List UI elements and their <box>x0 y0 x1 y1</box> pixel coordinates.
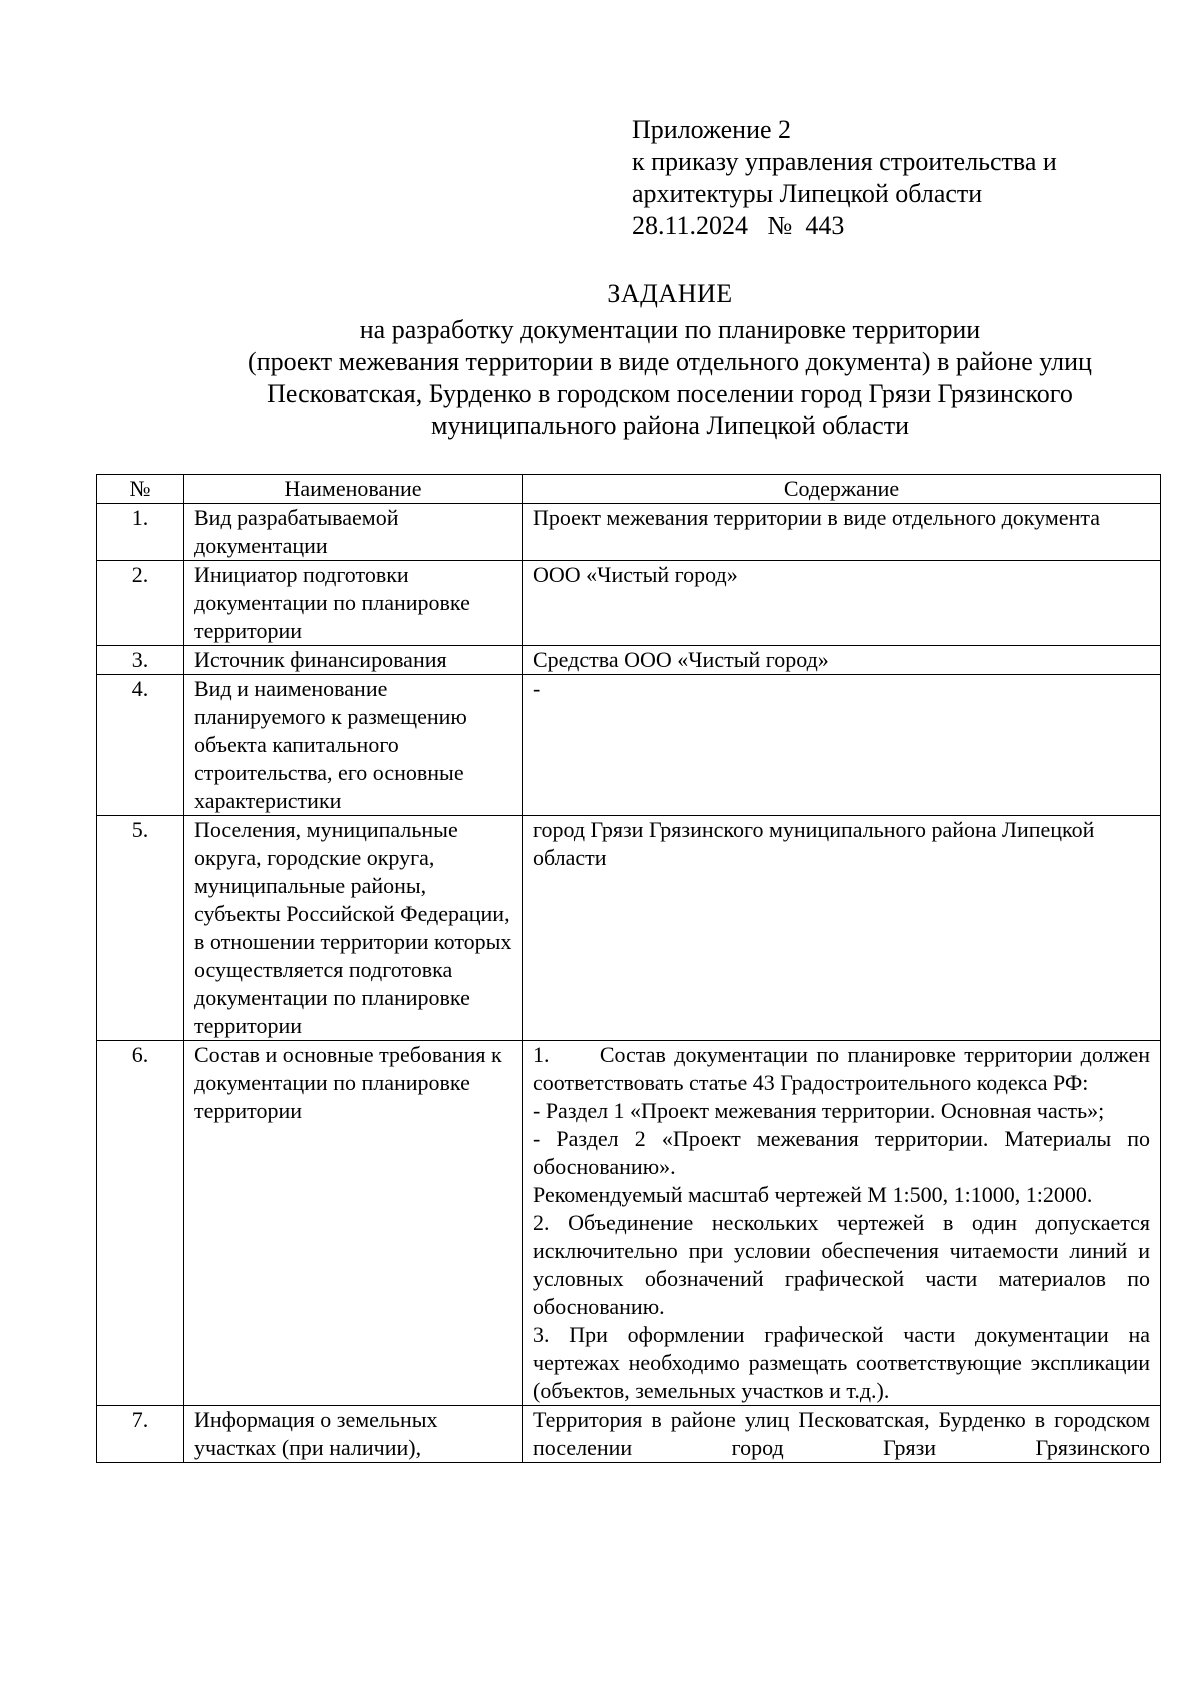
header-content: Содержание <box>523 475 1161 504</box>
appendix-line: архитектуры Липецкой области <box>632 179 983 208</box>
title-heading: ЗАДАНИЕ <box>607 279 733 308</box>
title-line: на разработку документации по планировке территории <box>359 315 981 344</box>
row-num: 7. <box>97 1406 184 1463</box>
content-paragraph: Рекомендуемый масштаб чертежей М 1:500, 1:1000, 1:2000. <box>533 1182 1093 1207</box>
title-line: Песковатская, Бурденко в городском поселении город Грязи Грязинского <box>267 379 1073 408</box>
row-num: 6. <box>97 1041 184 1406</box>
content-paragraph: Территория в районе улиц Песковатская, Бурденко в городском поселении город Грязи Грязинского <box>533 1407 1150 1460</box>
row-name: Инициатор подготовки документации по планировке территории <box>184 561 523 646</box>
document-title <box>140 278 1200 442</box>
table-row <box>97 1041 1161 1406</box>
content-paragraph: 2. Объединение нескольких чертежей в один допускается исключительно при условии обеспечения читаемости линий и условных обозначений графической части материалов по обоснованию. <box>533 1210 1150 1319</box>
title-line: (проект межевания территории в виде отдельного документа) в районе улиц <box>248 347 1092 376</box>
row-num: 4. <box>97 675 184 816</box>
table-row <box>97 504 1161 561</box>
row-name: Информация о земельных участках (при наличии), <box>184 1406 523 1463</box>
content-paragraph: Средства ООО «Чистый город» <box>533 647 829 672</box>
table-row <box>97 646 1161 675</box>
table-row <box>97 675 1161 816</box>
table-row <box>97 1406 1161 1463</box>
row-content <box>523 1406 1161 1463</box>
appendix-date-number: 28.11.2024 № 443 <box>632 211 845 240</box>
row-name: Поселения, муниципальные округа, городские округа, муниципальные районы, субъекты Российской Федерации, в отношении территории которых осуществляется подготовка документации по планировке территории <box>184 816 523 1041</box>
task-table <box>96 474 1161 1463</box>
row-name: Вид и наименование планируемого к размещению объекта капитального строительства, его основные характеристики <box>184 675 523 816</box>
row-content <box>523 646 1161 675</box>
content-paragraph: 1. Состав документации по планировке территории должен соответствовать статье 43 Градостроительного кодекса РФ: <box>533 1042 1150 1095</box>
row-name: Вид разрабатываемой документации <box>184 504 523 561</box>
table-header-row <box>97 475 1161 504</box>
table-row <box>97 561 1161 646</box>
row-content <box>523 1041 1161 1406</box>
content-paragraph: - Раздел 2 «Проект межевания территории. Материалы по обоснованию». <box>533 1126 1150 1179</box>
content-paragraph: 3. При оформлении графической части документации на чертежах необходимо размещать соответствующие экспликации (объектов, земельных участков и т.д.). <box>533 1322 1150 1403</box>
row-content <box>523 561 1161 646</box>
header-name: Наименование <box>184 475 523 504</box>
content-paragraph: ООО «Чистый город» <box>533 562 738 587</box>
header-num: № <box>97 475 184 504</box>
row-num: 3. <box>97 646 184 675</box>
appendix-line: Приложение 2 <box>632 115 792 144</box>
row-num: 5. <box>97 816 184 1041</box>
appendix-line: к приказу управления строительства и <box>632 147 1057 176</box>
content-paragraph: город Грязи Грязинского муниципального района Липецкой области <box>533 817 1095 870</box>
row-num: 2. <box>97 561 184 646</box>
content-paragraph: Проект межевания территории в виде отдельного документа <box>533 505 1100 530</box>
row-content <box>523 816 1161 1041</box>
appendix-header <box>632 114 1057 242</box>
title-line: муниципального района Липецкой области <box>430 411 910 440</box>
row-name: Состав и основные требования к документации по планировке территории <box>184 1041 523 1406</box>
content-paragraph: - Раздел 1 «Проект межевания территории. Основная часть»; <box>533 1098 1105 1123</box>
row-name: Источник финансирования <box>184 646 523 675</box>
row-content <box>523 504 1161 561</box>
row-num: 1. <box>97 504 184 561</box>
row-content <box>523 675 1161 816</box>
content-paragraph: - <box>533 676 541 701</box>
table-row <box>97 816 1161 1041</box>
